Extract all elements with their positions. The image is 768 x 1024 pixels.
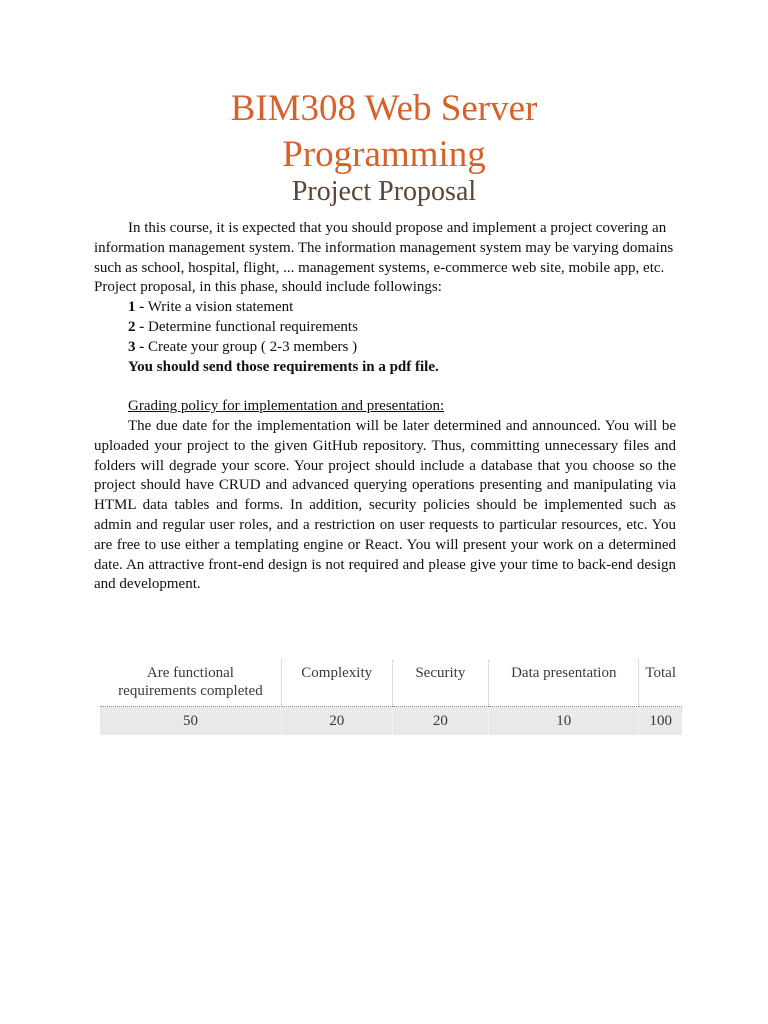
grading-table — [100, 660, 682, 735]
list-item-text: Determine functional requirements — [144, 318, 358, 335]
title-line-2: Programming — [282, 134, 486, 175]
paragraph-spacer — [94, 377, 676, 397]
list-item-text: Create your group ( 2-3 members ) — [144, 338, 358, 355]
table-header-row — [100, 660, 682, 707]
list-item-number: 2 - — [128, 318, 145, 335]
document-title — [0, 86, 768, 178]
table-cell: 20 — [281, 707, 392, 736]
list-item — [94, 338, 676, 358]
title-line-1: BIM308 Web Server — [230, 88, 538, 129]
table-cell: 20 — [392, 707, 489, 736]
grading-paragraph: The due date for the implementation will be later determined and announced. You will be uploaded your project to the given GitHub repository. Thus, committing unnecessary files and folders will degrade your score. Your project should include a database that you choose so the project should have CRUD and advanced querying operations presenting and manipulating via HTML data tables and forms. In addition, security policies should be implemented such as admin and regular user roles, and a restriction on user requests to particular resources, etc. You are free to use either a templating engine or React. You will present your work on a determined date. An attractive front-end design is not required and please give your time to back-end design and development. — [94, 417, 676, 593]
requirements-note: You should send those requirements in a pdf file. — [128, 358, 439, 375]
list-item-text: Write a vision statement — [144, 299, 294, 316]
list-item — [94, 318, 676, 338]
list-item-number: 1 - — [128, 299, 145, 316]
table-header-cell: Complexity — [281, 660, 392, 707]
list-item — [94, 298, 676, 318]
table-header-cell: Are functional requirements completed — [100, 660, 281, 707]
intro-paragraph: In this course, it is expected that you should propose and implement a project covering an information management system. The information management system may be varying domains such as school, hospital, flight, ... management systems, e-commerce web site, mobile app, etc. Project proposal, in this phase, should include followings: — [94, 220, 674, 296]
table-row — [100, 707, 682, 736]
document-subtitle: Project Proposal — [291, 176, 477, 207]
table-cell: 50 — [100, 707, 281, 736]
table-header-cell: Security — [392, 660, 489, 707]
grading-heading: Grading policy for implementation and presentation: — [128, 398, 445, 415]
table-header-cell: Total — [639, 660, 682, 707]
list-item-number: 3 - — [128, 338, 145, 355]
table-header-cell: Data presentation — [489, 660, 639, 707]
document-body — [94, 219, 676, 595]
table-cell: 10 — [489, 707, 639, 736]
table-cell: 100 — [639, 707, 682, 736]
